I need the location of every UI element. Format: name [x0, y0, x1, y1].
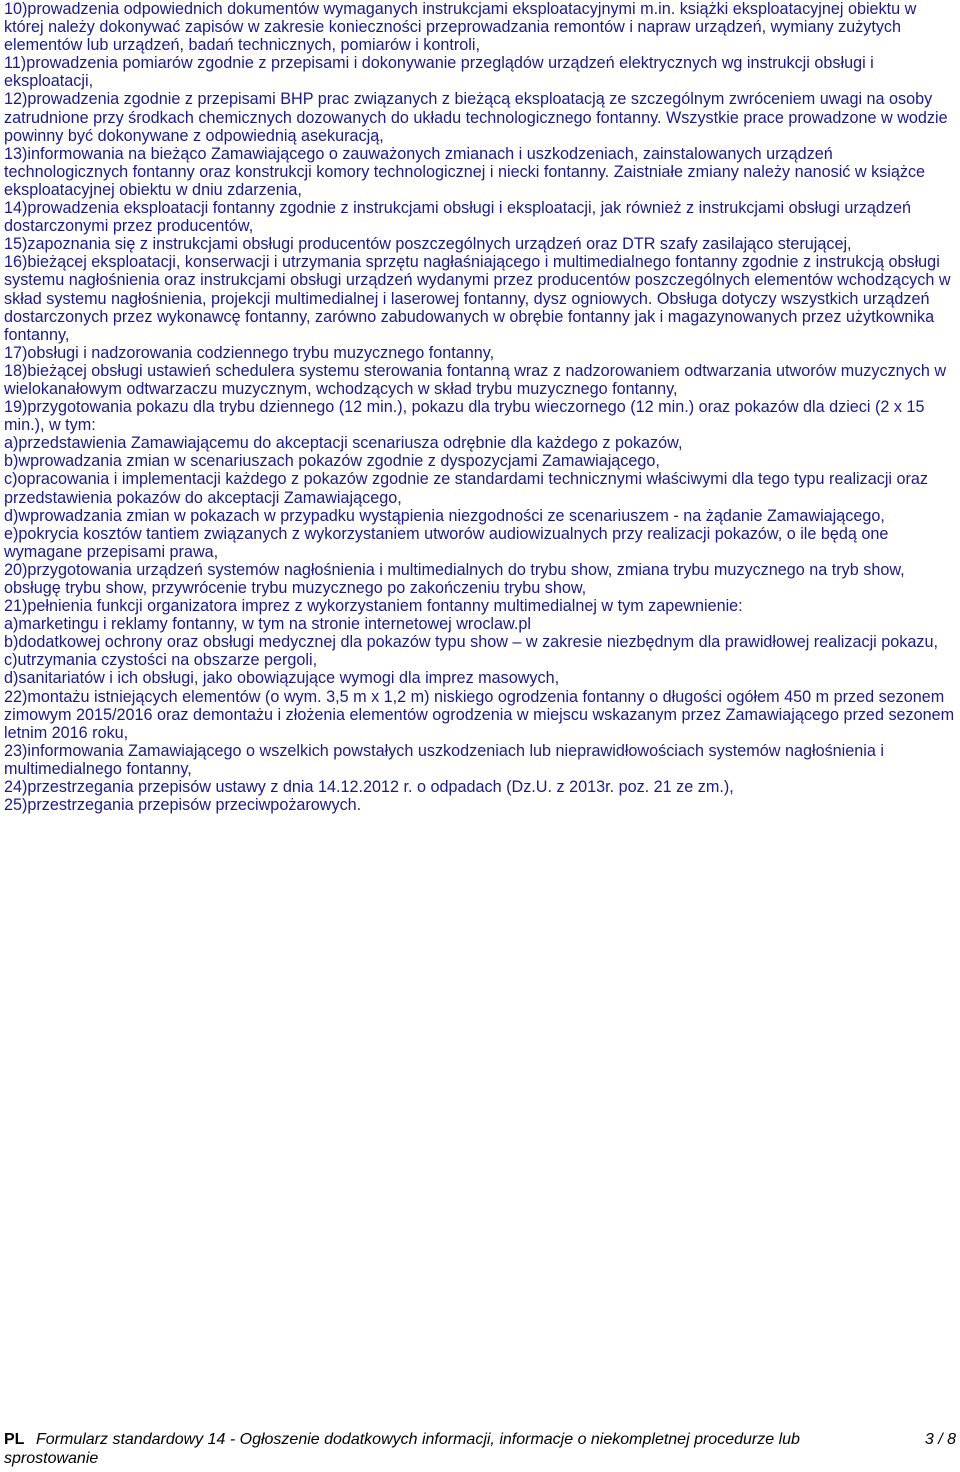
list-item-19: 19)przygotowania pokazu dla trybu dziennego (12 min.), pokazu dla trybu wieczornego (12 min.) oraz pokazów dla dzieci (2 x 15 min.), w tym:: [4, 398, 925, 435]
list-item-18: 18)bieżącej obsługi ustawień schedulera systemu sterowania fontanną wraz z nadzorowaniem odtwarzania utworów muzycznych w wielokanałowym odtwarzaczu muzycznym, wchodzących w skład trybu muzycznego fontanny,: [4, 361, 947, 398]
list-item-19e: e)pokrycia kosztów tantiem związanych z wykorzystaniem utworów audiowizualnych przy realizacji pokazów, o ile będą one wymagane przepisami prawa,: [4, 524, 889, 561]
document-body: [4, 0, 956, 814]
footer-page-number: 3 / 8: [924, 1431, 956, 1448]
list-item-21b: b)dodatkowej ochrony oraz obsługi medycznej dla pokazów typu show – w zakresie niezbędnym dla prawidłowej realizacji pokazu,: [4, 633, 938, 652]
list-item-22: 22)montażu istniejących elementów (o wym. 3,5 m x 1,2 m) niskiego ogrodzenia fontanny o długości ogółem 450 m przed sezonem zimowym 2015/2016 oraz demontażu i złożenia elementów ogrodzenia w miejscu wskazanym przez Zamawiającego przed sezonem letnim 2016 roku,: [4, 687, 955, 742]
list-item-19d: d)wprowadzania zmian w pokazach w przypadku wystąpienia niezgodności ze scenariuszem - na żądanie Zamawiającego,: [4, 506, 885, 525]
list-item-11: 11)prowadzenia pomiarów zgodnie z przepisami i dokonywanie przeglądów urządzeń elektrycznych wg instrukcji obsługi i eksploatacji,: [4, 54, 874, 91]
list-item-25: 25)przestrzegania przepisów przeciwpożarowych.: [4, 796, 362, 815]
page-footer: [4, 1430, 956, 1470]
list-item-14: 14)prowadzenia eksploatacji fontanny zgodnie z instrukcjami obsługi i eksploatacji, jak również z instrukcjami obsługi urządzeń dostarczonymi przez producentów,: [4, 199, 911, 236]
footer-form-title: Formularz standardowy 14 - Ogłoszenie dodatkowych informacji, informacje o niekompletnej procedurze lub: [36, 1431, 800, 1448]
list-item-19c: c)opracowania i implementacji każdego z pokazów zgodnie ze standardami technicznymi właściwymi dla tego typu realizacji oraz przedstawienia pokazów do akceptacji Zamawiającego,: [4, 470, 929, 507]
list-item-21a: a)marketingu i reklamy fontanny, w tym na stronie internetowej wroclaw.pl: [4, 615, 531, 634]
footer-form-title-continuation: sprostowanie: [4, 1450, 99, 1467]
list-item-19b: b)wprowadzania zmian w scenariuszach pokazów zgodnie z dyspozycjami Zamawiającego,: [4, 452, 660, 471]
list-item-13: 13)informowania na bieżąco Zamawiającego o zauważonych zmianach i uszkodzeniach, zainstalowanych urządzeń technologicznych fontanny oraz konstrukcji komory technologicznej i niecki fontanny. Zaistniałe zmiany należy nanosić w książce eksploatacyjnej obiektu w dniu zdarzenia,: [4, 144, 926, 199]
list-item-21: 21)pełnienia funkcji organizatora imprez z wykorzystaniem fontanny multimedialnej w tym zapewnienie:: [4, 597, 743, 616]
list-item-21d: d)sanitariatów i ich obsługi, jako obowiązujące wymogi dla imprez masowych,: [4, 669, 560, 688]
list-item-12: 12)prowadzenia zgodnie z przepisami BHP prac związanych z bieżącą eksploatacją ze szczególnym zwróceniem uwagi na osoby zatrudnione przy środkach chemicznych dozowanych do układu technologicznego fontanny. Wszystkie prace prowadzone w wodzie powinny być dokonywane z odpowiednią asekuracją,: [4, 90, 948, 145]
footer-language-code: PL: [4, 1431, 25, 1448]
list-item-23: 23)informowania Zamawiającego o wszelkich powstałych uszkodzeniach lub nieprawidłowościach systemów nagłośnienia i multimedialnego fontanny,: [4, 741, 884, 778]
list-item-10: 10)prowadzenia odpowiednich dokumentów wymaganych instrukcjami eksploatacyjnymi m.in. książki eksploatacyjnej obiektu w której należy dokonywać zapisów w zakresie konieczności przeprowadzania remontów i napraw urządzeń, wymiany zużytych elementów lub urządzeń, badań technicznych, pomiarów i kontroli,: [4, 0, 917, 55]
list-item-20: 20)przygotowania urządzeń systemów nagłośnienia i multimedialnych do trybu show, zmiana trybu muzycznego na tryb show, obsługę trybu show, przywrócenie trybu muzycznego po zakończeniu trybu show,: [4, 560, 905, 597]
list-item-24: 24)przestrzegania przepisów ustawy z dnia 14.12.2012 r. o odpadach (Dz.U. z 2013r. poz. 21 ze zm.),: [4, 778, 734, 797]
list-item-17: 17)obsługi i nadzorowania codziennego trybu muzycznego fontanny,: [4, 343, 495, 362]
list-item-21c: c)utrzymania czystości na obszarze pergoli,: [4, 651, 318, 670]
list-item-15: 15)zapoznania się z instrukcjami obsługi producentów poszczególnych urządzeń oraz DTR szafy zasilająco sterującej,: [4, 235, 852, 254]
list-item-19a: a)przedstawienia Zamawiającemu do akceptacji scenariusza odrębnie dla każdego z pokazów,: [4, 434, 683, 453]
list-item-16: 16)bieżącej eksploatacji, konserwacji i utrzymania sprzętu nagłaśniającego i multimedialnego fontanny zgodnie z instrukcją obsługi systemu nagłośnienia oraz instrukcjami obsługi urządzeń wydanymi przez producentów poszczególnych elementów wchodzących w skład systemu nagłośnienia, projekcji multimedialnej i laserowej fontanny, dysz ogniowych. Obsługa dotyczy wszystkich urządzeń dostarczonych przez wykonawcę fontanny, zarówno zabudowanych w obrębie fontanny jak i magazynowanych przez użytkownika fontanny,: [4, 253, 951, 344]
